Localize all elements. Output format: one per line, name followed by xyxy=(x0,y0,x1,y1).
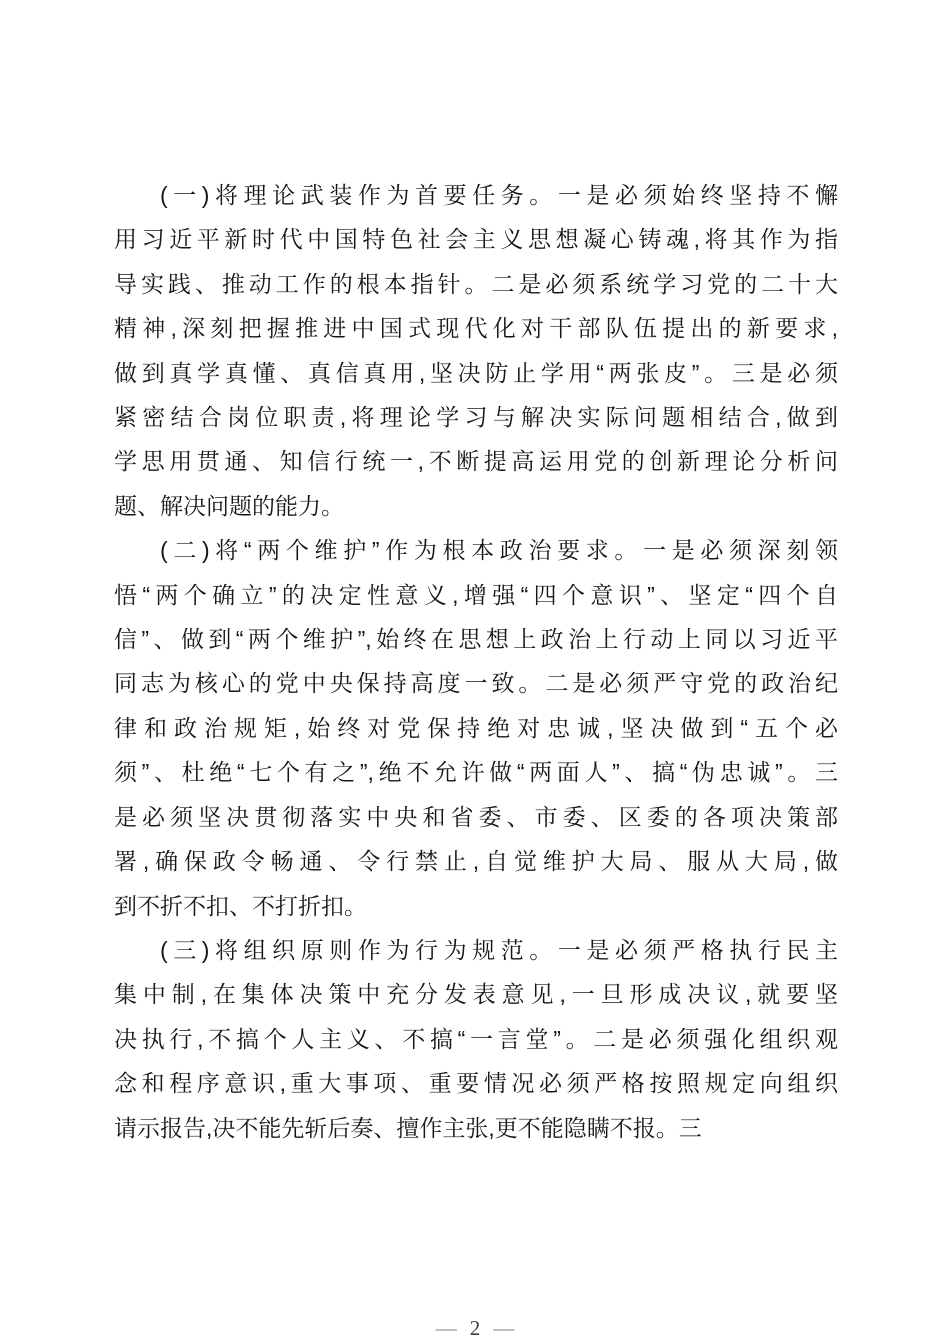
document-body xyxy=(114,173,838,1150)
text-line: 决执行,不搞个人主义、不搞“一言堂”。二是必须强化组织观 xyxy=(114,1025,838,1052)
text-line: (二)将“两个维护”作为根本政治要求。一是必须深刻领 xyxy=(160,537,838,564)
text-line: 律和政治规矩,始终对党保持绝对忠诚,坚决做到“五个必 xyxy=(114,714,838,741)
text-line: 精神,深刻把握推进中国式现代化对干部队伍提出的新要求, xyxy=(114,315,838,342)
text-line: 用习近平新时代中国特色社会主义思想凝心铸魂,将其作为指 xyxy=(114,226,838,253)
page-footer xyxy=(0,1316,950,1340)
text-line: 紧密结合岗位职责,将理论学习与解决实际问题相结合,做到 xyxy=(114,404,838,431)
paragraph-2 xyxy=(114,528,838,928)
text-line: (三)将组织原则作为行为规范。一是必须严格执行民主 xyxy=(160,936,838,963)
text-line: 请示报告,决不能先斩后奏、擅作主张,更不能隐瞒不报。三 xyxy=(114,1114,702,1141)
text-line: 集中制,在集体决策中充分发表意见,一旦形成决议,就要坚 xyxy=(114,981,838,1008)
text-line: 导实践、推动工作的根本指针。二是必须系统学习党的二十大 xyxy=(114,270,838,297)
text-line: 须”、杜绝“七个有之”,绝不允许做“两面人”、搞“伪忠诚”。三 xyxy=(114,759,838,786)
paragraph-1 xyxy=(114,173,838,528)
text-line: 学思用贯通、知信行统一,不断提高运用党的创新理论分析问 xyxy=(114,448,838,475)
text-line: 信”、做到“两个维护”,始终在思想上政治上行动上同以习近平 xyxy=(114,626,838,653)
text-line: (一)将理论武装作为首要任务。一是必须始终坚持不懈 xyxy=(160,182,838,208)
text-line: 念和程序意识,重大事项、重要情况必须严格按照规定向组织 xyxy=(114,1070,838,1097)
text-line: 悟“两个确立”的决定性意义,增强“四个意识”、坚定“四个自 xyxy=(114,581,838,608)
text-line: 同志为核心的党中央保持高度一致。二是必须严守党的政治纪 xyxy=(114,670,838,697)
text-line: 是必须坚决贯彻落实中央和省委、市委、区委的各项决策部 xyxy=(114,803,838,830)
paragraph-3 xyxy=(114,928,838,1150)
page-number-dash-right: — xyxy=(493,1316,515,1340)
text-line: 到不折不扣、不打折扣。 xyxy=(114,892,367,919)
text-line: 做到真学真懂、真信真用,坚决防止学用“两张皮”。三是必须 xyxy=(114,359,838,386)
text-line: 题、解决问题的能力。 xyxy=(114,492,344,519)
text-line: 署,确保政令畅通、令行禁止,自觉维护大局、服从大局,做 xyxy=(114,848,838,875)
page-number-dash-left: — xyxy=(435,1316,457,1340)
page-number: 2 xyxy=(469,1316,481,1340)
